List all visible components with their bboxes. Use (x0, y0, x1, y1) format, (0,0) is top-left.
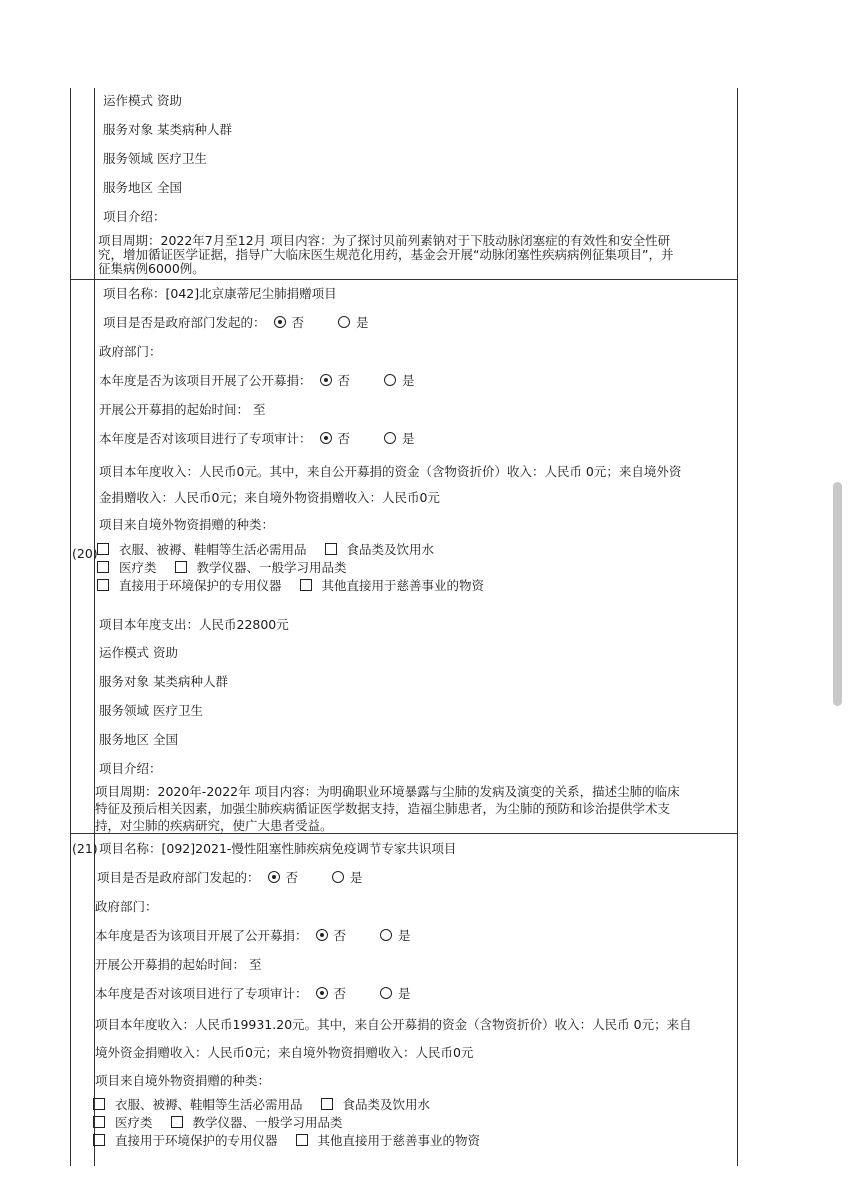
radio-no-selected-icon (320, 374, 332, 386)
radio-yes-icon (338, 316, 350, 328)
checkbox-icon (171, 1116, 183, 1128)
radio-yes-icon (384, 374, 396, 386)
item20-start-time: 开展公开募捐的起始时间： 至 (99, 402, 266, 417)
prev-target: 服务对象 某类病种人群 (103, 122, 233, 137)
row-divider-20 (70, 279, 738, 280)
checkbox-icon (97, 561, 109, 573)
item21-kinds-row-2: 医疗类 教学仪器、一般学习用品类 (93, 1115, 343, 1130)
radio-no-selected-icon (316, 929, 328, 941)
item20-intro-label: 项目介绍： (99, 761, 162, 776)
item21-name: 项目名称：[092]2021-慢性阻塞性肺疾病免疫调节专家共识项目 (99, 841, 457, 856)
item20-fundraising-question: 本年度是否为该项目开展了公开募捐： 否 是 (99, 373, 415, 388)
item20-gov-dept: 政府部门： (99, 344, 162, 359)
item21-income-line-1: 项目本年度收入：人民币19931.20元。其中，来自公开募捐的资金（含物资折价）收入：人民币 0元；来自 (95, 1017, 692, 1032)
radio-no-selected-icon (320, 432, 332, 444)
checkbox-icon (175, 561, 187, 573)
prev-intro-label: 项目介绍： (103, 209, 166, 224)
item20-region: 服务地区 全国 (99, 732, 178, 747)
checkbox-icon (93, 1116, 105, 1128)
item20-intro-line-1: 项目周期：2020年-2022年 项目内容：为明确职业环境暴露与尘肺的发病及演变的关系，描述尘肺的临床 (95, 784, 680, 799)
table-border-right (737, 88, 738, 1166)
item21-kinds-row-1: 衣服、被褥、鞋帽等生活必需用品 食品类及饮用水 (93, 1097, 430, 1112)
item21-kinds-row-3: 直接用于环境保护的专用仪器 其他直接用于慈善事业的物资 (93, 1133, 480, 1148)
item20-expense: 项目本年度支出：人民币22800元 (99, 617, 289, 632)
prev-intro-line-2: 究，增加循证医学证据，指导广大临床医生规范化用药，基金会开展“动脉闭塞性疾病病例征集项目”，并 (98, 247, 674, 262)
item20-intro-line-2: 特征及预后相关因素，加强尘肺疾病循证医学数据支持，造福尘肺患者，为尘肺的预防和诊治提供学术支 (95, 801, 671, 816)
prev-region: 服务地区 全国 (103, 180, 183, 195)
item20-intro-line-3: 持，对尘肺的疾病研究，使广大患者受益。 (95, 818, 333, 833)
scrollbar-thumb[interactable] (833, 482, 842, 706)
checkbox-icon (321, 1098, 333, 1110)
item21-start-time: 开展公开募捐的起始时间： 至 (95, 957, 262, 972)
checkbox-icon (93, 1098, 105, 1110)
item21-gov-question: 项目是否是政府部门发起的： 否 是 (97, 870, 363, 885)
item20-kinds-label: 项目来自境外物资捐赠的种类： (99, 517, 275, 532)
checkbox-icon (300, 579, 312, 591)
radio-yes-icon (384, 432, 396, 444)
item20-field: 服务领域 医疗卫生 (99, 703, 203, 718)
checkbox-icon (97, 579, 109, 591)
radio-yes-icon (332, 871, 344, 883)
prev-field: 服务领域 医疗卫生 (103, 151, 208, 166)
row-number-21: (21) (72, 841, 98, 856)
item21-audit-question: 本年度是否对该项目进行了专项审计： 否 是 (95, 986, 411, 1001)
item20-audit-question: 本年度是否对该项目进行了专项审计： 否 是 (99, 431, 415, 446)
checkbox-icon (325, 543, 337, 555)
item20-kinds-row-3: 直接用于环境保护的专用仪器 其他直接用于慈善事业的物资 (97, 578, 484, 593)
item20-kinds-row-1: 衣服、被褥、鞋帽等生活必需用品 食品类及饮用水 (97, 542, 434, 557)
item21-income-line-2: 境外资金捐赠收入：人民币0元；来自境外物资捐赠收入：人民币0元 (95, 1045, 474, 1060)
radio-yes-icon (380, 929, 392, 941)
item21-gov-dept: 政府部门： (95, 899, 158, 914)
item20-name: 项目名称：[042]北京康蒂尼尘肺捐赠项目 (103, 286, 337, 301)
item20-kinds-row-2: 医疗类 教学仪器、一般学习用品类 (97, 560, 347, 575)
item20-income-line-2: 金捐赠收入：人民币0元；来自境外物资捐赠收入：人民币0元 (99, 490, 440, 505)
item20-target: 服务对象 某类病种人群 (99, 674, 228, 689)
radio-no-selected-icon (268, 871, 280, 883)
prev-mode: 运作模式 资助 (103, 93, 183, 108)
item21-kinds-label: 项目来自境外物资捐赠的种类： (95, 1073, 271, 1088)
item20-gov-question: 项目是否是政府部门发起的： 否 是 (103, 315, 369, 330)
radio-yes-icon (380, 987, 392, 999)
row-number-20: (20) (72, 546, 98, 561)
row-divider-21 (70, 833, 738, 834)
table-border-left-outer (70, 88, 71, 1166)
prev-intro-line-1: 项目周期：2022年7月至12月 项目内容：为了探讨贝前列素钠对于下肢动脉闭塞症的有效性和安全性研 (98, 233, 671, 248)
radio-no-selected-icon (316, 987, 328, 999)
checkbox-icon (93, 1134, 105, 1146)
item21-fundraising-question: 本年度是否为该项目开展了公开募捐： 否 是 (95, 928, 411, 943)
checkbox-icon (97, 543, 109, 555)
table-border-left-inner (94, 88, 95, 1166)
prev-intro-line-3: 征集病例6000例。 (98, 261, 205, 276)
item20-income-line-1: 项目本年度收入：人民币0元。其中，来自公开募捐的资金（含物资折价）收入：人民币 0元；来自境外资 (99, 464, 682, 479)
radio-no-selected-icon (274, 316, 286, 328)
item20-mode: 运作模式 资助 (99, 645, 178, 660)
checkbox-icon (296, 1134, 308, 1146)
